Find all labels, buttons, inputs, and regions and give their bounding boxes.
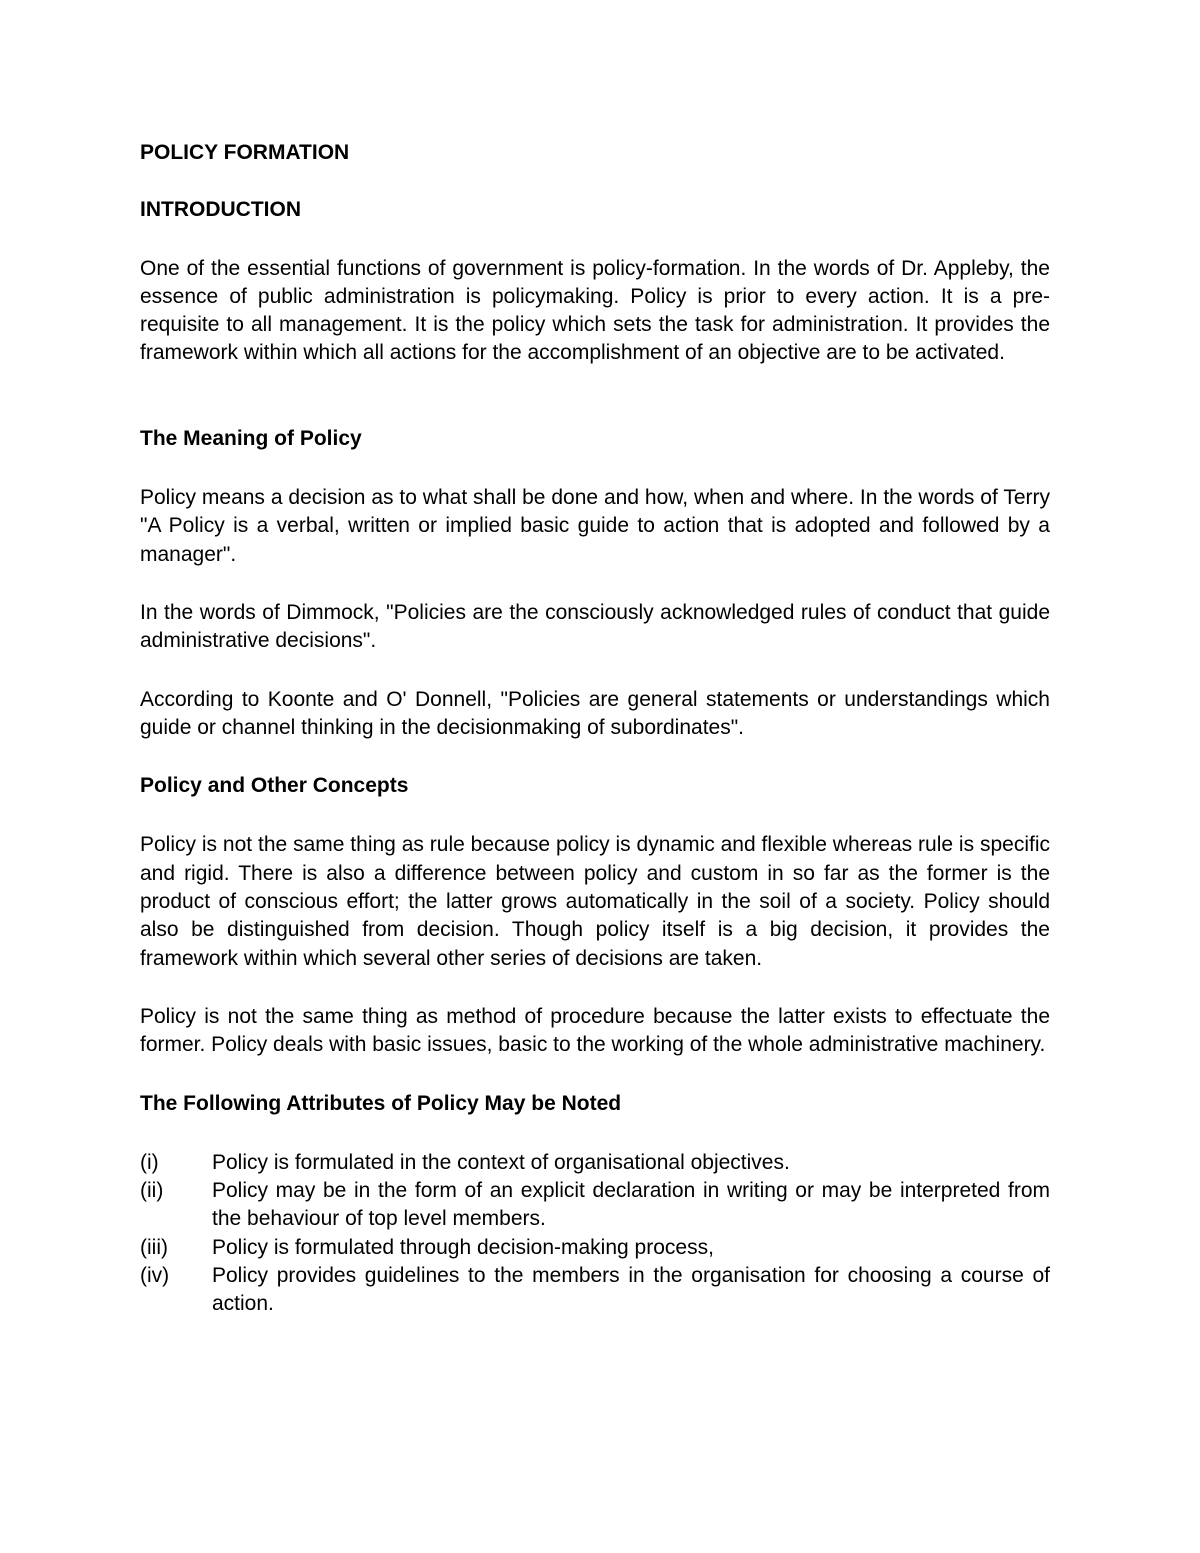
list-item-text: Policy provides guidelines to the members in the organisation for choosing a course of action.: [212, 1264, 1050, 1316]
meaning-paragraph-koonte: According to Koonte and O' Donnell, "Policies are general statements or understandings which guide or channel thinking in the decisionmaking of subordinates".: [140, 687, 1050, 739]
document-page: [140, 139, 1050, 1319]
meaning-heading: The Meaning of Policy: [140, 426, 362, 450]
list-item-number: (ii): [140, 1179, 164, 1203]
list-item-number: (iii): [140, 1235, 168, 1259]
list-item-number: (iv): [140, 1264, 170, 1288]
list-item-number: (i): [140, 1150, 159, 1174]
list-item: [140, 1262, 1050, 1319]
concepts-heading: Policy and Other Concepts: [140, 774, 409, 798]
concepts-paragraph-procedure: Policy is not the same thing as method of procedure because the latter exists to effectuate the former. Policy deals with basic issues, basic to the working of the whole administrative machinery.: [140, 1004, 1050, 1057]
attributes-heading: The Following Attributes of Policy May be Noted: [140, 1091, 622, 1115]
introduction-paragraph: One of the essential functions of government is policy-formation. In the words of Dr. Appleby, the essence of public administration is policymaking. Policy is prior to every action. It is a pre-requisite to all management. It is the policy which sets the task for administration. It provides the framework within which all actions for the accomplishment of an objective are to be activated.: [140, 256, 1050, 365]
introduction-heading: INTRODUCTION: [140, 198, 301, 222]
document-title: POLICY FORMATION: [140, 141, 350, 164]
list-item: [140, 1149, 1050, 1177]
list-item: [140, 1177, 1050, 1234]
list-item: [140, 1234, 1050, 1262]
meaning-paragraph-dimmock: In the words of Dimmock, "Policies are the consciously acknowledged rules of conduct that guide administrative decisions".: [140, 600, 1050, 653]
list-item-text: Policy is formulated in the context of organisational objectives.: [212, 1150, 790, 1174]
meaning-paragraph-terry: Policy means a decision as to what shall be done and how, when and where. In the words of Terry "A Policy is a verbal, written or implied basic guide to action that is adopted and followed by a manager".: [140, 486, 1050, 566]
attributes-list: [140, 1149, 1050, 1319]
list-item-text: Policy is formulated through decision-making process,: [212, 1235, 714, 1259]
concepts-paragraph-rule: Policy is not the same thing as rule because policy is dynamic and flexible whereas rule is specific and rigid. There is also a difference between policy and custom in so far as the former is the product of conscious effort; the latter grows automatically in the soil of a society. Policy should also be distinguished from decision. Though policy itself is a big decision, it provides the framework within which several other series of decisions are taken.: [140, 833, 1050, 970]
list-item-text: Policy may be in the form of an explicit declaration in writing or may be interpreted from the behaviour of top level members.: [212, 1179, 1050, 1231]
